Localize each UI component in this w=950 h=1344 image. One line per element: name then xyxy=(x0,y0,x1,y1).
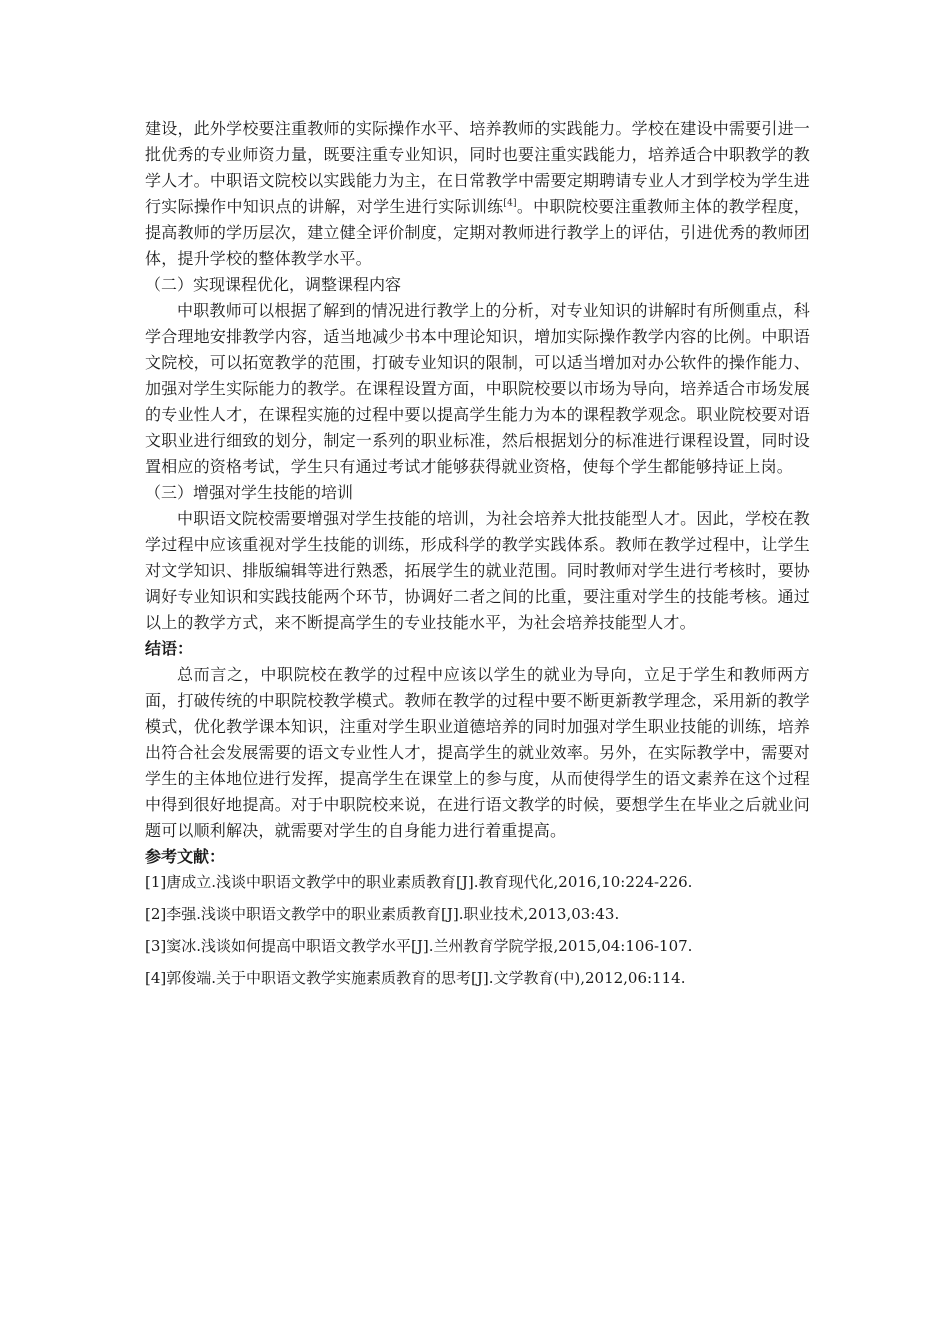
section-heading: （三）增强对学生技能的培训 xyxy=(145,483,354,502)
conclusion-paragraph: 总而言之，中职院校在教学的过程中应该以学生的就业为导向，立足于学生和教师两方面，打破传统的中职院校教学模式。教师在教学的过程中要不断更新教学理念，采用新的教学模式，优化教学课本知识，注重对学生职业道德培养的同时加强对学生职业技能的训练，培养出符合社会发展需要的语文专业性人才，提高学生的就业效率。另外，在实际教学中，需要对学生的主体地位进行发挥，提高学生在课堂上的参与度，从而使得学生的语文素养在这个过程中得到很好地提高。对于中职院校来说，在进行语文教学的时候，要想学生在毕业之后就业问题可以顺利解决，就需要对学生的自身能力进行着重提高。 xyxy=(145,665,810,840)
paragraph-text: 。中职院校要注重教师主体的教学程度，提高教师的学历层次，建立健全评价制度，定期对教师进行教学上的评估，引进优秀的教师团体，提升学校的整体教学水平。 xyxy=(145,197,810,268)
reference-item: [4]郭俊端.关于中职语文教学实施素质教育的思考[J].文学教育(中),2012,06:114. xyxy=(145,969,686,987)
citation-superscript: [4] xyxy=(503,198,517,209)
body-paragraph: 中职语文院校需要增强对学生技能的培训，为社会培养大批技能型人才。因此，学校在教学过程中应该重视对学生技能的训练，形成科学的教学实践体系。教师在教学过程中，让学生对文学知识、排版编辑等进行熟悉，拓展学生的就业范围。同时教师对学生进行考核时，要协调好专业知识和实践技能两个环节，协调好二者之间的比重，要注重对学生的技能考核。通过以上的教学方式，来不断提高学生的专业技能水平，为社会培养技能型人才。 xyxy=(145,509,810,632)
reference-list xyxy=(145,870,810,990)
section-heading: （二）实现课程优化，调整课程内容 xyxy=(145,275,402,294)
body-paragraph-continued xyxy=(145,116,810,272)
document-page xyxy=(145,116,810,998)
body-paragraph: 中职教师可以根据了解到的情况进行教学上的分析，对专业知识的讲解时有所侧重点，科学合理地安排教学内容，适当地减少书本中理论知识，增加实际操作教学内容的比例。中职语文院校，可以拓宽教学的范围，打破专业知识的限制，可以适当增加对办公软件的操作能力、加强对学生实际能力的教学。在课程设置方面，中职院校要以市场为导向，培养适合市场发展的专业性人才，在课程实施的过程中要以提高学生能力为本的课程教学观念。职业院校要对语文职业进行细致的划分，制定一系列的职业标准，然后根据划分的标准进行课程设置，同时设置相应的资格考试，学生只有通过考试才能够获得就业资格，使每个学生都能够持证上岗。 xyxy=(145,301,810,476)
conclusion-heading: 结语： xyxy=(145,639,194,658)
reference-item: [2]李强.浅谈中职语文教学中的职业素质教育[J].职业技术,2013,03:43. xyxy=(145,905,620,923)
reference-item: [3]窦冰.浅谈如何提高中职语文教学水平[J].兰州教育学院学报,2015,04:106-107. xyxy=(145,937,693,955)
paragraph-text: 建设，此外学校要注重教师的实际操作水平、培养教师的实践能力。学校在建设中需要引进一批优秀的专业师资力量，既要注重专业知识，同时也要注重实践能力，培养适合中职教学的教学人才。中职语文院校以实践能力为主，在日常教学中需要定期聘请专业人才到学校为学生进行实际操作中知识点的讲解，对学生进行实际训练 xyxy=(145,119,810,216)
reference-item: [1]唐成立.浅谈中职语文教学中的职业素质教育[J].教育现代化,2016,10:224-226. xyxy=(145,873,693,891)
references-heading: 参考文献： xyxy=(145,847,226,866)
